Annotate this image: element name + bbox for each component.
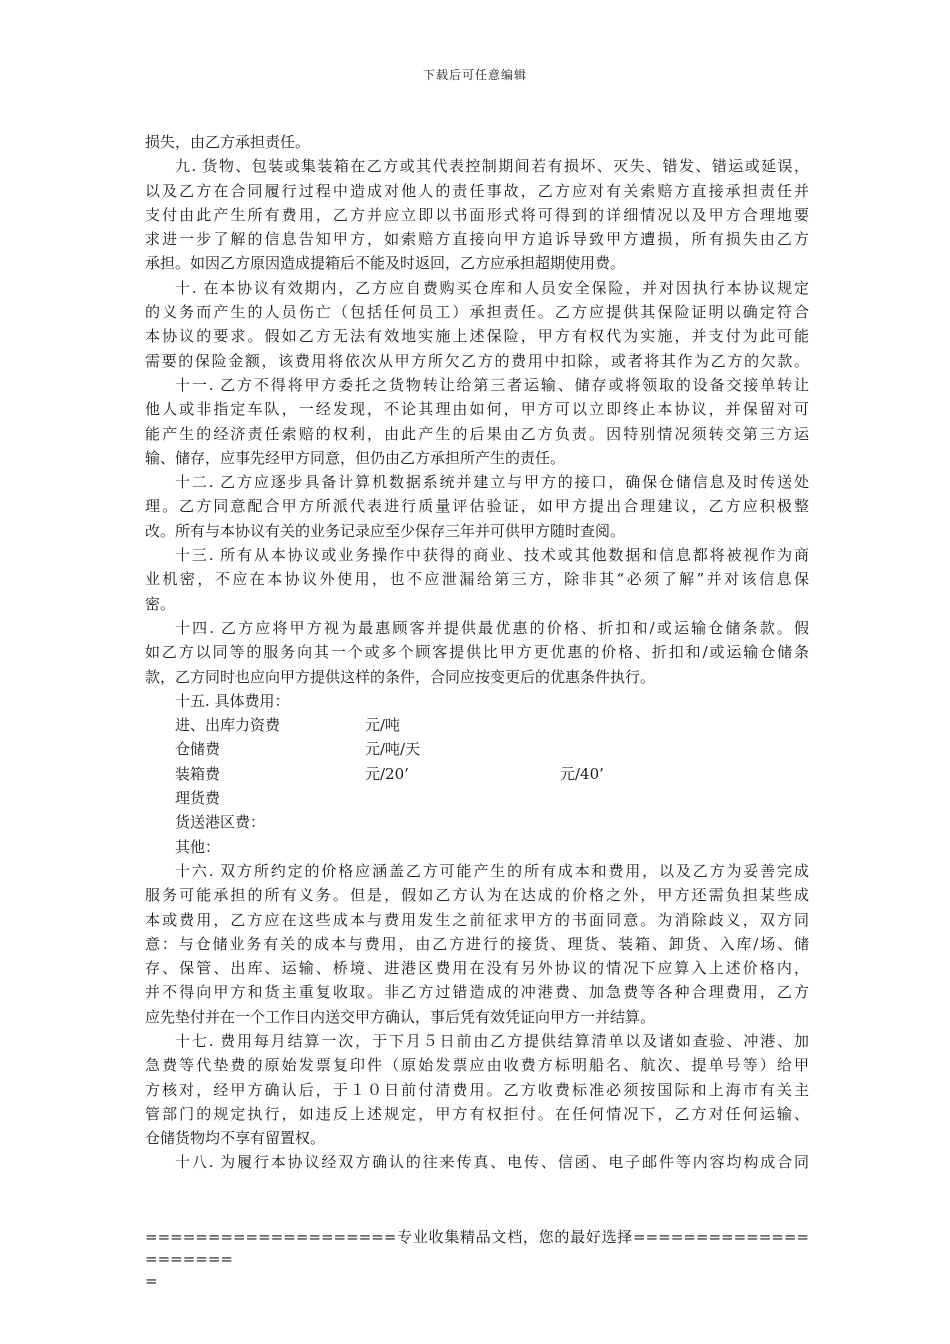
clause-17-heading-line: 十七. 费用每月结算一次，于下月５日前由乙方提供结算清单以及诸如查验、冲港、加 [175, 1031, 809, 1050]
clause-10-heading-line: 十. 在本协议有效期内，乙方应自费购买仓库和人员安全保险，并对因执行本协议规定 [175, 278, 809, 297]
fee-name: 理货费 [175, 789, 221, 808]
fee-unit-2: 元/40’ [560, 764, 604, 783]
footer-banner: ====================专业收集精品文档，您的最好选择===================== [145, 1228, 809, 1268]
clause-18-heading-line: 十八. 为履行本协议经双方确认的往来传真、电传、信函、电子邮件等内容均构成合同 [175, 1153, 809, 1172]
fee-row-tally [145, 786, 809, 810]
clause-16-heading-line: 十六. 双方所约定的价格应涵盖乙方可能产生的所有成本和费用，以及乙方为妥善完成 [175, 861, 809, 880]
clause-15-heading-line: 十五. 具体费用： [175, 691, 290, 710]
fee-unit-2 [560, 713, 760, 737]
fee-row-port-delivery [145, 810, 809, 834]
text-line: 款，乙方同时也应向甲方提供这样的条件，合同应按变更后的优惠条件执行。 [145, 667, 656, 686]
text-line: 方核对，经甲方确认后，于１０日前付清费用。乙方收费标准必须按国际和上海市有关主 [145, 1080, 809, 1099]
fee-unit-2 [560, 835, 760, 859]
footer-tail: = [145, 1272, 158, 1290]
fee-name: 其他： [175, 837, 221, 856]
text-line: 如乙方以同等的服务向其一个或多个顾客提供比甲方更优惠的价格、折扣和/或运输仓储条 [145, 643, 809, 662]
fee-row-other [145, 835, 809, 859]
text-line: 改。所有与本协议有关的业务记录应至少保存三年并可供甲方随时查阅。 [145, 521, 626, 540]
text-line: 并不得向甲方和货主重复收取。非乙方过错造成的冲港费、加急费等各种合理费用，乙方 [145, 983, 809, 1002]
text-line: 支付由此产生所有费用，乙方并应立即以书面形式将可得到的详细情况以及甲方合理地要 [145, 205, 809, 224]
fee-name: 进、出库力资费 [175, 716, 281, 735]
fee-row-loading [145, 713, 809, 737]
text-line: 意：与仓储业务有关的成本与费用，由乙方进行的接货、理货、装箱、卸货、入库/场、储 [145, 934, 809, 953]
text-line: 仓储货物均不享有留置权。 [145, 1129, 326, 1148]
text-line: 以及乙方在合同履行过程中造成对他人的责任事故，乙方应对有关索赔方直接承担责任并 [145, 181, 809, 200]
fee-unit-2 [560, 737, 760, 761]
text-line: 管部门的规定执行，如违反上述规定，甲方有权拒付。在任何情况下，乙方对任何运输、 [145, 1104, 809, 1123]
page-header: 下载后可任意编辑 [422, 68, 527, 82]
fee-unit-2 [560, 786, 760, 810]
text-line: 损失，由乙方承担责任。 [145, 133, 311, 151]
clause-9-heading-line: 九. 货物、包装或集装箱在乙方或其代表控制期间若有损坏、灭失、错发、错运或延误， [175, 157, 809, 176]
text-line: 能产生的经济责任索赔的权利，由此产生的后果由乙方负责。因特别情况须转交第三方运 [145, 424, 809, 443]
text-line: 服务可能承担的所有义务。但是，假如乙方认为在达成的价格之外，甲方还需负担某些成 [145, 886, 809, 905]
text-line: 承担。如因乙方原因造成提箱后不能及时返回，乙方应承担超期使用费。 [145, 254, 626, 273]
text-line: 本或费用，乙方应在这些成本与费用发生之前征求甲方的书面同意。为消除歧义，双方同 [145, 910, 809, 929]
fee-unit [365, 835, 560, 859]
text-line: 需要的保险金额，该费用将依次从甲方所欠乙方的费用中扣除，或者将其作为乙方的欠款。 [145, 351, 809, 370]
text-line: 存、保管、出库、运输、桥境、进港区费用在没有另外协议的情况下应算入上述价格内， [145, 959, 809, 978]
fee-unit: 元/吨/天 [365, 740, 421, 759]
fee-unit-2 [560, 810, 760, 834]
text-line: 他人或非指定车队，一经发现，不论其理由如何，甲方可以立即终止本协议，并保留对可 [145, 400, 809, 419]
clause-12-heading-line: 十二. 乙方应逐步具备计算机数据系统并建立与甲方的接口，确保仓储信息及时传送处 [175, 473, 809, 492]
clause-14-heading-line: 十四. 乙方应将甲方视为最惠顾客并提供最优惠的价格、折扣和/或运输仓储条款。假 [175, 618, 809, 637]
page-footer [145, 1226, 809, 1292]
text-line: 输、储存，应事先经甲方同意，但仍由乙方承担所产生的责任。 [145, 448, 566, 467]
fee-unit [365, 810, 560, 834]
text-line: 理。乙方同意配合甲方所派代表进行质量评估验证，如甲方提出合理建议，乙方应积极整 [145, 497, 809, 516]
fee-row-packing [145, 762, 809, 786]
fee-name: 仓储费 [175, 740, 221, 759]
clause-11-heading-line: 十一. 乙方不得将甲方委托之货物转让给第三者运输、储存或将领取的设备交接单转让 [175, 375, 809, 394]
fee-unit: 元/吨 [365, 716, 401, 735]
clause-13-heading-line: 十三. 所有从本协议或业务操作中获得的商业、技术或其他数据和信息都将被视作为商 [175, 546, 809, 565]
text-line: 应先垫付并在一个工作日内送交甲方确认，事后凭有效凭证向甲方一并结算。 [145, 1007, 656, 1026]
document-body [145, 130, 809, 1175]
text-line: 业机密，不应在本协议外使用，也不应泄漏给第三方，除非其“必须了解”并对该信息保 [145, 570, 809, 589]
fee-unit: 元/20’ [365, 764, 409, 783]
fee-unit [365, 786, 560, 810]
text-line: 的义务而产生的人员伤亡（包括任何员工）承担责任。乙方应提供其保险证明以确定符合 [145, 303, 809, 322]
text-line: 密。 [145, 594, 176, 613]
text-line: 求进一步了解的信息告知甲方，如索赔方直接向甲方追诉导致甲方遭损，所有损失由乙方 [145, 230, 809, 249]
fee-name: 装箱费 [175, 764, 221, 783]
text-line: 急费等代垫费的原始发票复印件（原始发票应由收费方标明船名、航次、提单号等）给甲 [145, 1056, 809, 1075]
fee-name: 货送港区费： [175, 813, 266, 832]
fee-row-storage [145, 737, 809, 761]
text-line: 本协议的要求。假如乙方无法有效地实施上述保险，甲方有权代为实施，并支付为此可能 [145, 327, 809, 346]
